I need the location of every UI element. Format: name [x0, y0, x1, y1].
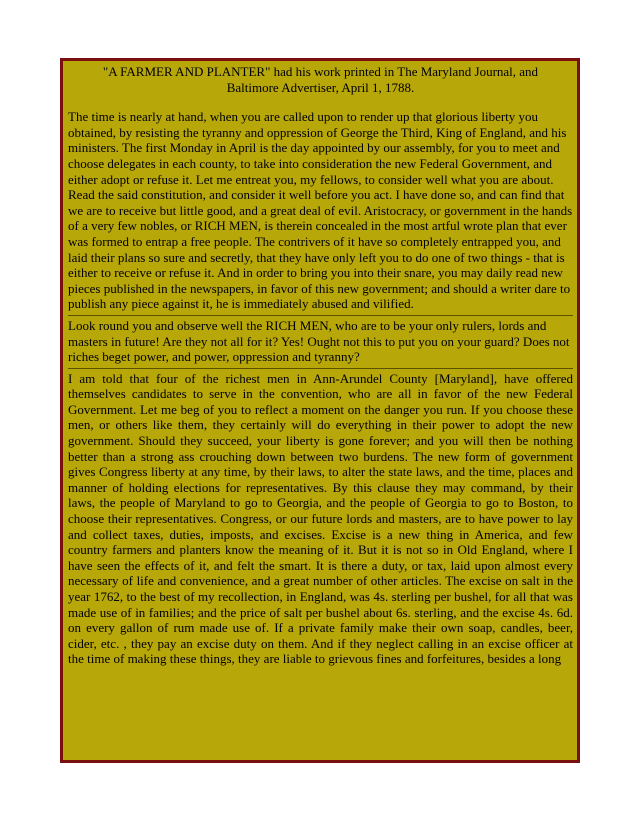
- title-line-2: Baltimore Advertiser, April 1, 1788.: [226, 79, 415, 95]
- paragraph-rich-men: Look round you and observe well the RICH MEN, who are to be your only rulers, lords and masters in future! Are they not all for it? Yes! Ought not this to put you on your guard? Does not riches beget power, and power, oppression and tyranny?: [68, 317, 570, 365]
- document-frame: [60, 58, 580, 763]
- document-title: [68, 64, 573, 95]
- paragraph-ann-arundel: I am told that four of the richest men in Ann-Arundel County [Maryland], have offered themselves candidates to serve in the convention, who are all in favor of the new Federal Government. Let me beg of you to reflect a moment on the danger you run. If you choose these men, or others like them, they certainly will do everything in their power to adopt the new government. Should they succeed, your liberty is gone forever; and you will then be nothing better than a strong ass crouching down between two burdens. The new form of government gives Congress liberty at any time, by their laws, to alter the state laws, and the time, places and manner of holding elections for representatives. By this clause they may command, by their laws, the people of Maryland to go to Georgia, and the people of Georgia to go to Boston, to choose their representatives. Congress, or our future lords and masters, are to have power to lay and collect taxes, duties, imposts, and excises. Excise is a new thing in America, and few country farmers and planters know the meaning of it. But it is not so in Old England, where I have seen the effects of it, and felt the smart. It is there a duty, or tax, laid upon almost every necessary of life and convenience, and a great number of other articles. The excise on salt in the year 1762, to the best of my recollection, in England, was 4s. sterling per bushel, for all that was made use of in families; and the price of salt per bushel about 6s. sterling, and the excise 4s. 6d. on every gallon of rum made use of. If a private family make their own soap, candles, beer, cider, etc. , they pay an excise duty on them. And if they neglect calling in an excise officer at the time of making these things, they are liable to grievous fines and forfeitures, besides a long: [68, 370, 573, 667]
- title-line-1: "A FARMER AND PLANTER" had his work printed in The Maryland Journal, and: [102, 64, 539, 79]
- paragraph-divider: [68, 315, 573, 316]
- paragraph-divider: [68, 368, 573, 369]
- paragraph-intro: The time is nearly at hand, when you are called upon to render up that glorious liberty you obtained, by resisting the tyranny and oppression of George the Third, King of England, and his ministers. The first Monday in April is the day appointed by our assembly, for you to meet and choose delegates in each county, to take into consideration the new Federal Government, and either adopt or refuse it. Let me entreat you, my fellows, to consider well what you are about. Read the said constitution, and consider it well before you act. I have done so, and can find that we are to receive but little good, and a great deal of evil. Aristocracy, or government in the hands of a very few nobles, or RICH MEN, is therein concealed in the most artful wrote plan that ever was formed to entrap a free people. The contrivers of it have so completely entrapped you, and laid their plans so sure and secretly, that they have only left you to do one of two things - that is either to receive or refuse it. And in order to bring you into their snare, you may daily read new pieces published in the newspapers, in favor of this new government; and should a writer dare to publish any piece against it, he is immediately abused and vilified.: [68, 109, 573, 312]
